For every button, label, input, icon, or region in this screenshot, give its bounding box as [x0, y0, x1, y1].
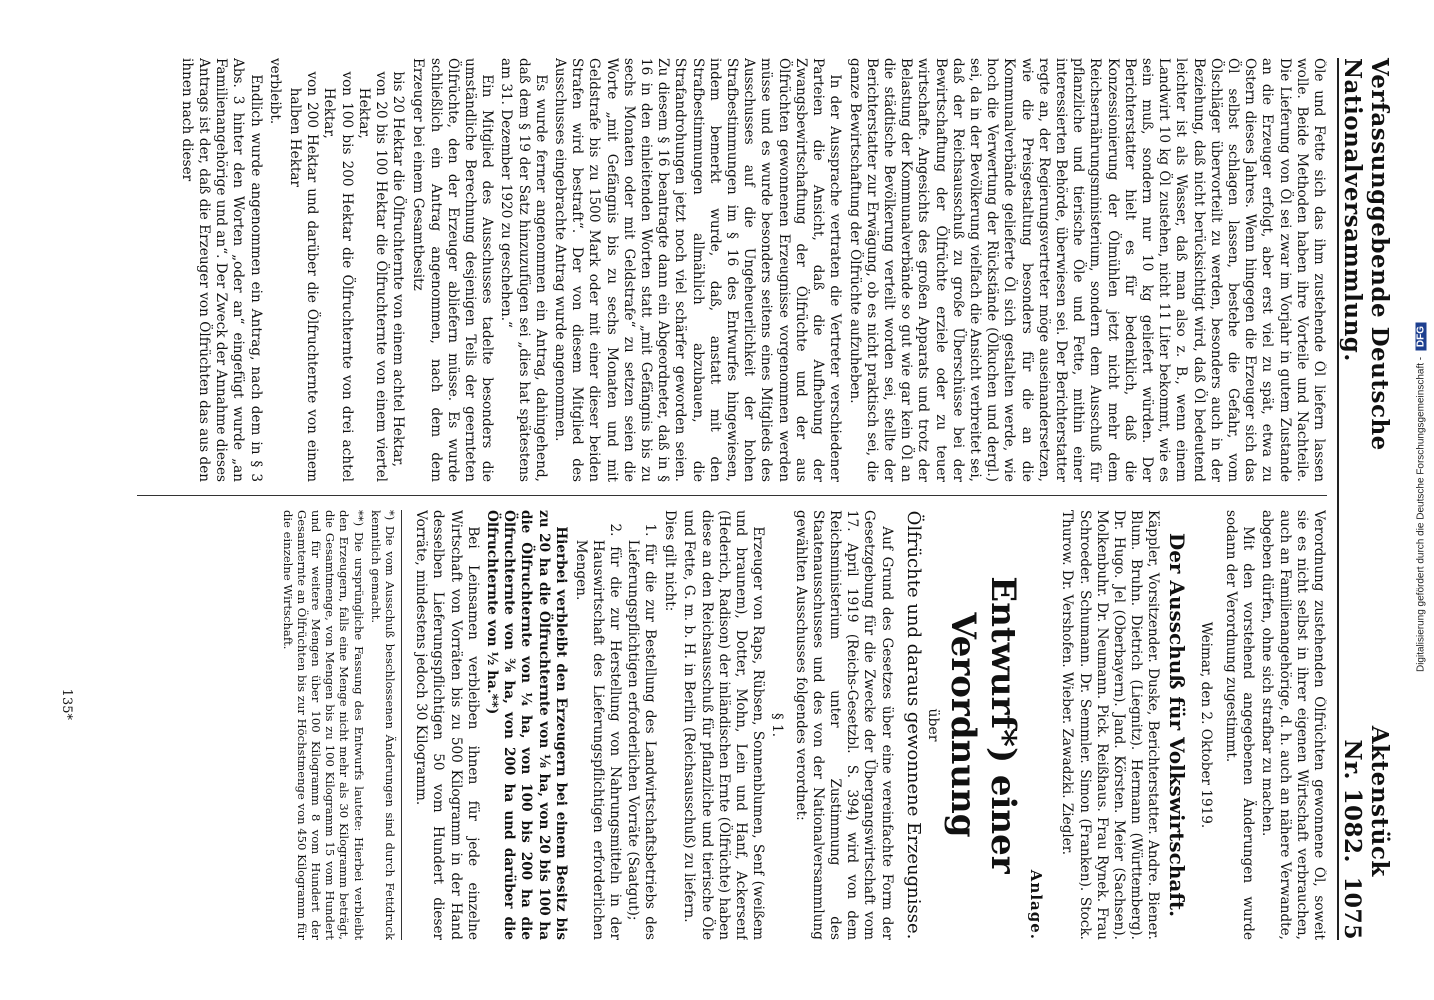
list-item: 1. für die zur Bestellung des Landwirtschaftsbetriebs des Lieferungspflichtigen erforderlichen Vorräte (Saatgut);	[624, 523, 658, 940]
page-number: 1075	[1339, 876, 1365, 940]
paragraph: Endlich wurde angenommen ein Antrag, nach dem in § 3 Abs. 3 hinter den Worten „oder an“ eingefügt wurde „an Familienangehörige und an“. Der Zweck der Annahme dieses Antrags ist der, daß die Erzeuger von Ölfrüchten das aus den ihnen nach dieser	[178, 58, 264, 482]
draft-title: Entwurf*) einer Verordnung	[942, 576, 1023, 874]
section-text: Erzeuger von Raps, Rübsen, Sonnenblumen, Senf (weißem und braunem), Dotter, Mohn, Lein und Hanf, Ackersenf (Hederich, Radison) der inländischen Ernte (Ölfrüchte) haben diese an den Reichsausschuß für pflanzliche und tierische Öle und Fette, G. m. b. H. in Berlin (Reichsausschuß) zu liefern.	[681, 510, 767, 940]
list-item: von 100 bis 200 Hektar die Ölfruchternte von drei achtel Hektar,	[321, 71, 355, 482]
committee-heading: Der Ausschuß für Volkswirtschaft.	[1164, 532, 1189, 918]
paragraph: verbleibt.	[266, 58, 283, 125]
draft-ueber: über	[924, 708, 941, 742]
paragraph: Öle und Fette sich das ihm zustehende Öl liefern lassen wolle. Beide Methoden haben ihre Vorteile und Nachteile. Die Lieferung von Öl sei zwar im Vorjahr in gutem Zustande an die Erzeuger erfolgt, aber erst viel zu spät, etwa zu Ostern dieses Jahres. Wenn hingegen die Erzeuger sich das Öl selbst schlagen lassen, bestehe die Gefahr, vom Ölschläger übervorteilt zu werden, besonders auch in der Beziehung, daß nicht berücksichtigt wird, daß Öl bedeutend leichter ist als Wasser, daß man also z. B., wenn einem Landwirt 10 kg Öl zustehen, nicht 11 Liter bekommt, wie es sein muß, sondern nur 10 kg geliefert würden. Der Berichterstatter hielt es für bedenklich, daß die Konzessionierung der Ölmühlen jetzt nicht mehr dem Reichsernährungsministerium, sondern dem Ausschuß für pflanzliche und tierische Öle und Fette, mithin einer interessierten Behörde, überwiesen sei. Der Berichterstatter regte an, der Regierungsvertreter möge auseinandersetzen, wie die Preisgestaltung besonders für die an die Kommunalverbände gelieferte Öl sich gestalten werde, wie hoch die Verwertung der Rückstände (Ölkuchen und dergl.) sei, da in der Bevölkerung vielfach die Ansicht verbreitet sei, daß der Reichsausschuß zu große Überschüsse bei der Bewirtschaftung der Ölfrüchte erziele oder zu teuer wirtschafte. Angesichts des großen Apparats und trotz der Belastung der Kommunalverbände so gut wie gar kein Öl an die städtische Bevölkerung verteilt worden sei, stellte der Berichterstatter zur Erwägung, ob es nicht praktisch sei, die ganze Bewirtschaftung der Ölfrüchte aufzuheben.	[846, 58, 1327, 482]
left-column	[75, 58, 1327, 482]
footnotes	[280, 510, 402, 940]
right-column	[75, 510, 1327, 940]
paragraph: In der Aussprache vertraten die Vertreter verschiedener Parteien die Ansicht, daß die Aufhebung der Zwangsbewirtschaftung der Ölfrüchte und der aus Ölfrüchten gewonnenen Erzeugnisse vorgenommen werden müsse und es wurde besonders seitens eines Mitglieds des Ausschusses auf die Ungeheuerlichkeit der hohen Strafbestimmungen im § 16 des Entwurfes hingewiesen, indem bemerkt wurde, daß, anstatt mit den Strafbestimmungen allmählich abzubauen, die Strafandrohungen jetzt noch viel schärfer geworden seien. Zu diesem § 16 beantragte dann ein Abgeordneter, daß in § 16 in den einleitenden Worten statt „mit Gefängnis bis zu sechs Monaten oder mit Geldstrafe“ zu setzen seien die Worte „mit Gefängnis bis zu sechs Monaten und mit Geldstrafe bis zu 1500 Mark oder mit einer dieser beiden Strafen wird bestraft“. Der von diesem Mitglied des Ausschusses eingebrachte Antrag wurde angenommen.	[552, 58, 844, 482]
sheet-number: 135*	[59, 688, 74, 720]
list-item: bis 20 Hektar die Ölfruchternte von einem achtel Hektar,	[390, 71, 407, 468]
paragraph: Es wurde ferner angenommen ein Antrag, dahingehend, daß dem § 19 der Satz hinzuzufügen sei „dies hat spätestens am 31. Dezember 1920 zu geschehen.“	[498, 58, 549, 482]
holding-size-list	[286, 66, 406, 482]
dfg-logo: DFG	[1416, 323, 1427, 350]
footnote: **) Die ursprüngliche Fassung des Entwurfs lautete: Hierbei verbleibt den Erzeugern, falls eine Menge nicht mehr als 30 Kilogramm beträgt, die Gesamtmenge, von Mengen bis zu 100 Kilogramm 15 vom Hundert und für weitere Mengen über 100 Kilogramm 8 vom Hundert der Gesamternte an Ölfrüchten bis zur Höchstmenge von 450 Kilogramm für die einzelne Wirtschaft.	[280, 510, 366, 940]
running-header	[1337, 58, 1391, 940]
paragraph: Verordnung zustehenden Ölfrüchten gewonnene Öl, soweit sie es nicht selbst in ihrer eigenen Wirtschaft verbrauchen, auch an Familienangehörige, d. h. auch an nähere Verwandte, abgeben dürfen, ohne sich strafbar zu machen.	[1259, 510, 1327, 940]
header-document-number: Aktenstück Nr. 1082.	[1339, 725, 1393, 877]
committee-members: Käppler, Vorsitzender. Duske, Berichterstatter. Andre. Biener. Blum. Bruhn. Dietrich (Liegnitz). Hermann (Württemberg). Dr. Hugo. Jel (Oberbayern). Jand. Körsten. Meier (Sachsen). Molkenbuhr. Dr. Neumann. Pick. Reißhaus. Frau Rynek. Frau Schroeder. Schumann. Dr. Semmler. Simon (Franken). Stock. Thurow. Dr. Vershofen. Wieber. Zawadzki. Ziegler.	[1059, 510, 1162, 940]
paragraph: Ein Mitglied des Ausschusses tadelte besonders die umständliche Berechnung desjenigen Teils der geernteten Ölfrüchte, den der Erzeuger abliefern müsse. Es wurde schließlich ein Antrag angenommen, nach dem dem Erzeuger bei einem Gesamtbesitz	[410, 58, 496, 482]
document-page	[57, 20, 1397, 980]
list-item: 2. für die zur Herstellung von Nahrungsmitteln in der Hauswirtschaft des Lieferungspflichtigen erforderlichen Mengen.	[573, 523, 624, 940]
annex-label: Anlage.	[1027, 869, 1046, 940]
paragraph: Mit den vorstehend angegebenen Änderungen wurde sodann der Verordnung zugestimmt.	[1222, 510, 1257, 940]
digitization-credit	[1408, 0, 1434, 1000]
credit-text: Digitalisierung gefördert durch die Deutsche Forschungsgemeinschaft -	[1415, 356, 1427, 673]
exceptions-heading: Dies gilt nicht:	[662, 510, 679, 612]
amended-paragraph: Hierbei verbleibt den Erzeugern bei einem Besitz bis zu 20 ha die Ölfruchternte von ⅛ ha, von 20 bis 100 ha die Ölfruchternte von ¼ ha, von 100 bis 200 ha die Ölfruchternte von ⅜ ha, von 200 ha und darüber die Ölfruchternte von ½ ha.**)	[484, 510, 569, 940]
footnote: *) Die vom Ausschuß beschlossenen Änderungen sind durch Fettdruck kenntlich gemacht.	[368, 510, 398, 940]
header-title: Verfassunggebende Deutsche Nationalversammlung.	[1339, 58, 1393, 451]
preamble: Auf Grund des Gesetzes über eine vereinfachte Form der Gesetzgebung für die Zwecke der Übergangswirtschaft vom 17. April 1919 (Reichs-Gesetzbl. S. 394) wird von dem Reichsministerium unter Zustimmung des Staatenausschusses und des von der Nationalversammlung gewählten Ausschusses folgendes verordnet:	[792, 510, 895, 940]
paragraph: Bei Leinsamen verbleiben ihnen für jede einzelne Wirtschaft von Vorräten bis zu 500 Kilogramm in der Hand desselben Lieferungspflichtigen 50 vom Hundert dieser Vorräte, mindestens jedoch 30 Kilogramm.	[413, 510, 481, 940]
column-divider	[137, 495, 1327, 496]
list-item: von 20 bis 100 Hektar die Ölfruchternte von einem viertel Hektar,	[355, 71, 390, 482]
section-heading: § 1.	[769, 712, 786, 738]
draft-subtitle: Ölfrüchte und daraus gewonnene Erzeugnisse.	[902, 510, 924, 940]
place-date: Weimar, den 2. Oktober 1919.	[1197, 621, 1214, 829]
list-item: von 200 Hektar und darüber die Ölfruchternte von einem halben Hektar	[287, 71, 321, 482]
exceptions-list	[572, 518, 658, 940]
